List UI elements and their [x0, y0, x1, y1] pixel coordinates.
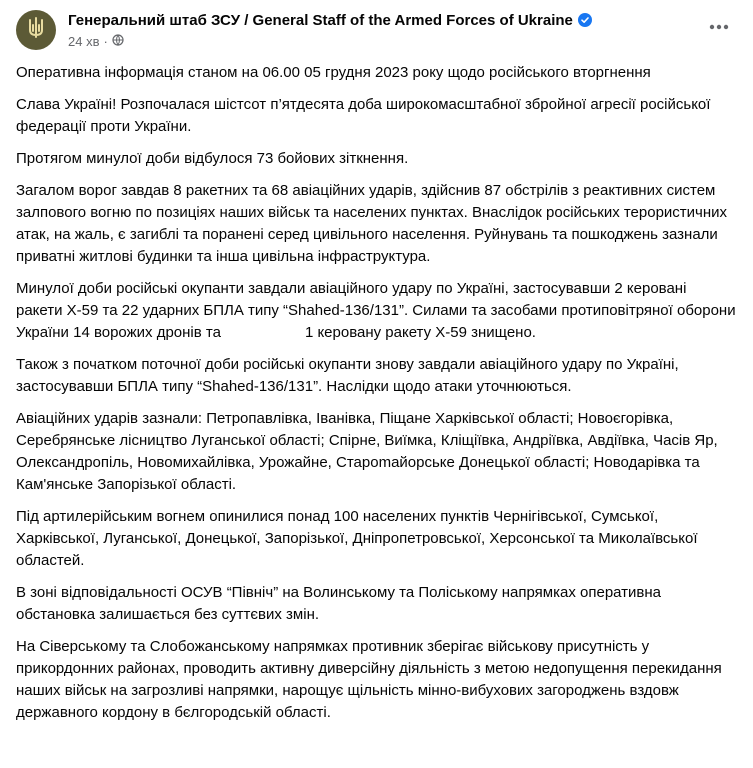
paragraph-artillery: Під артилерійським вогнем опинилися понад 100 населених пунктів Чернігівської, Сумської, Харківської, Луганської, Донецької, Запорізької, Дніпропетровської, Херсонської та Миколаївської областей. — [16, 508, 698, 569]
air-attack-text-end: 1 керовану ракету Х-59 знищено. — [304, 324, 536, 341]
paragraph-north: В зоні відповідальності ОСУВ “Північ” на Волинському та Поліському напрямках оперативна обстановка залишається без суттєвих змін. — [16, 584, 662, 623]
air-attack-text-start: Минулої доби російські окупанти завдали авіаційного удару по Україні, застосувавши 2 керовані ракети Х-59 та 22 ударних БПЛА типу “Shahed-136/131”. Силами та засобами протиповітряної оборони України 14 ворожих дронів та — [16, 280, 736, 341]
meta-separator: · — [103, 34, 108, 49]
page-avatar[interactable] — [16, 10, 56, 50]
paragraph-air-attack — [16, 278, 736, 344]
post-text — [16, 62, 736, 734]
page-name[interactable]: Генеральний штаб ЗСУ / General Staff of the Armed Forces of Ukraine — [68, 12, 573, 29]
more-options-icon — [709, 17, 729, 35]
paragraph-current-attack: Також з початком поточної доби російські окупанти знову завдали авіаційного удару по Україні, застосувавши БПЛА типу “Shahed-136/131”. Наслідки щодо атаки уточнюються. — [16, 356, 679, 395]
paragraph-air-strikes-list: Авіаційних ударів зазнали: Петропавлівка, Іванівка, Піщане Харківської області; Новоєгорівка, Серебрянське лісництво Луганської області; Спірне, Виїмка, Кліщіївка, Андріївка, Авдіївка, Часів Яр, Олександропіль, Новомихайлівка, Урожайне, Староmaйорське Донецької області; Новодарівка та Кам'янське Запорізької області. — [16, 410, 718, 493]
post-timestamp[interactable]: 24 хв — [68, 34, 100, 49]
paragraph-greeting: Слава Україні! Розпочалася шістсот п’ятдесята доба широкомасштабної збройної агресії російської федерації проти України. — [16, 96, 711, 135]
paragraph-headline: Оперативна інформація станом на 06.00 05 грудня 2023 року щодо російського вторгнення — [16, 64, 651, 81]
paragraph-sivershchyna: На Сіверському та Слобожанському напрямках противник зберігає військову присутність у прикордонних районах, проводить активну диверсійну діяльність з метою недопущення перекидання наших військ на загрозливі напрямки, нарощує щільність мінно-вибухових загороджень вздовж державного кордону в бєлгородській області. — [16, 638, 722, 721]
more-options-button[interactable] — [701, 14, 737, 38]
verified-badge-icon — [578, 13, 592, 31]
globe-icon[interactable] — [112, 34, 124, 49]
paragraph-strikes: Загалом ворог завдав 8 ракетних та 68 авіаційних ударів, здійснив 87 обстрілів з реактивних систем залпового вогню по позиціях наших військ та населених пунктах. Внаслідок російських терористичних атак, на жаль, є загиблі та поранені серед цивільного населення. Руйнувань та пошкоджень зазнали приватні житлові будинки та інша цивільна інфраструктура. — [16, 182, 728, 265]
post-header — [16, 10, 737, 54]
page-name-link[interactable] — [68, 12, 592, 31]
post-meta — [68, 34, 124, 49]
trident-emblem-icon — [26, 17, 46, 44]
paragraph-clashes: Протягом минулої доби відбулося 73 бойових зіткнення. — [16, 150, 409, 167]
